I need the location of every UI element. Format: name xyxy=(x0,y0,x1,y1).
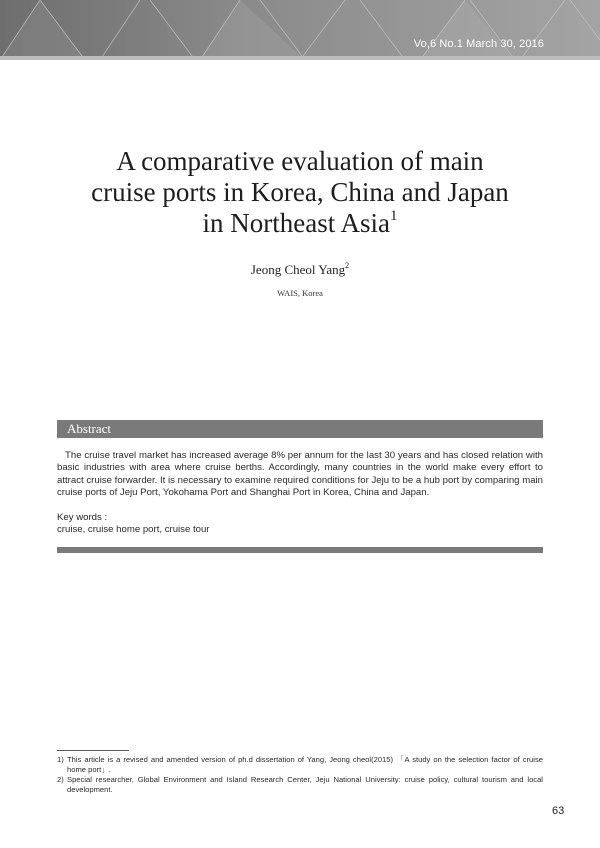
abstract-heading: Abstract xyxy=(67,421,112,436)
author-footnote-mark[interactable]: 2 xyxy=(345,261,350,270)
footnote-1 xyxy=(57,755,543,775)
author-name-text: Jeong Cheol Yang xyxy=(250,262,346,277)
title-line-3-text: in Northeast Asia xyxy=(202,208,390,238)
author-affiliation: WAIS, Korea xyxy=(277,288,323,298)
banner-stripe xyxy=(0,56,600,60)
title-line-1: A comparative evaluation of main xyxy=(116,146,484,176)
footnote-2 xyxy=(57,775,543,795)
page-number: 63 xyxy=(552,805,565,817)
article-title xyxy=(60,146,540,239)
footnote-text: This article is a revised and amended version of ph.d dissertation of Yang, Jeong cheol(2015) 「A study on the selection factor of cruise home port」. xyxy=(67,755,543,774)
title-line-2: cruise ports in Korea, China and Japan xyxy=(91,177,509,207)
keywords-list: cruise, cruise home port, cruise tour xyxy=(57,524,210,535)
abstract-heading-bar xyxy=(57,420,543,438)
title-footnote-mark[interactable]: 1 xyxy=(389,208,398,224)
footnote-separator xyxy=(57,750,129,751)
banner-diagonal-pattern xyxy=(0,0,600,60)
author-name xyxy=(150,262,450,278)
abstract-end-rule xyxy=(57,547,543,553)
abstract-body: The cruise travel market has increased average 8% per annum for the last 30 years and has closed relation with basic industries with area where cruise berths. Accordingly, many countries in the world make every effort to attract cruise forwarder. It is necessary to examine required conditions for Jeju to be a hub port by comparing main cruise ports of Jeju Port, Yokohama Port and Shanghai Port in Korea, China and Japan. xyxy=(57,450,543,499)
footnotes xyxy=(57,755,543,795)
footnote-number: 2) xyxy=(57,775,64,784)
footnote-text: Special researcher, Global Environment and Island Research Center, Jeju National University: cruise policy, cultural tourism and local development. xyxy=(67,775,543,794)
keywords-label: Key words : xyxy=(57,512,108,523)
issue-info: Vo,6 No.1 March 30, 2016 xyxy=(413,38,544,50)
footnote-number: 1) xyxy=(57,755,64,764)
journal-header-banner xyxy=(0,0,600,60)
title-line-3 xyxy=(60,208,540,239)
